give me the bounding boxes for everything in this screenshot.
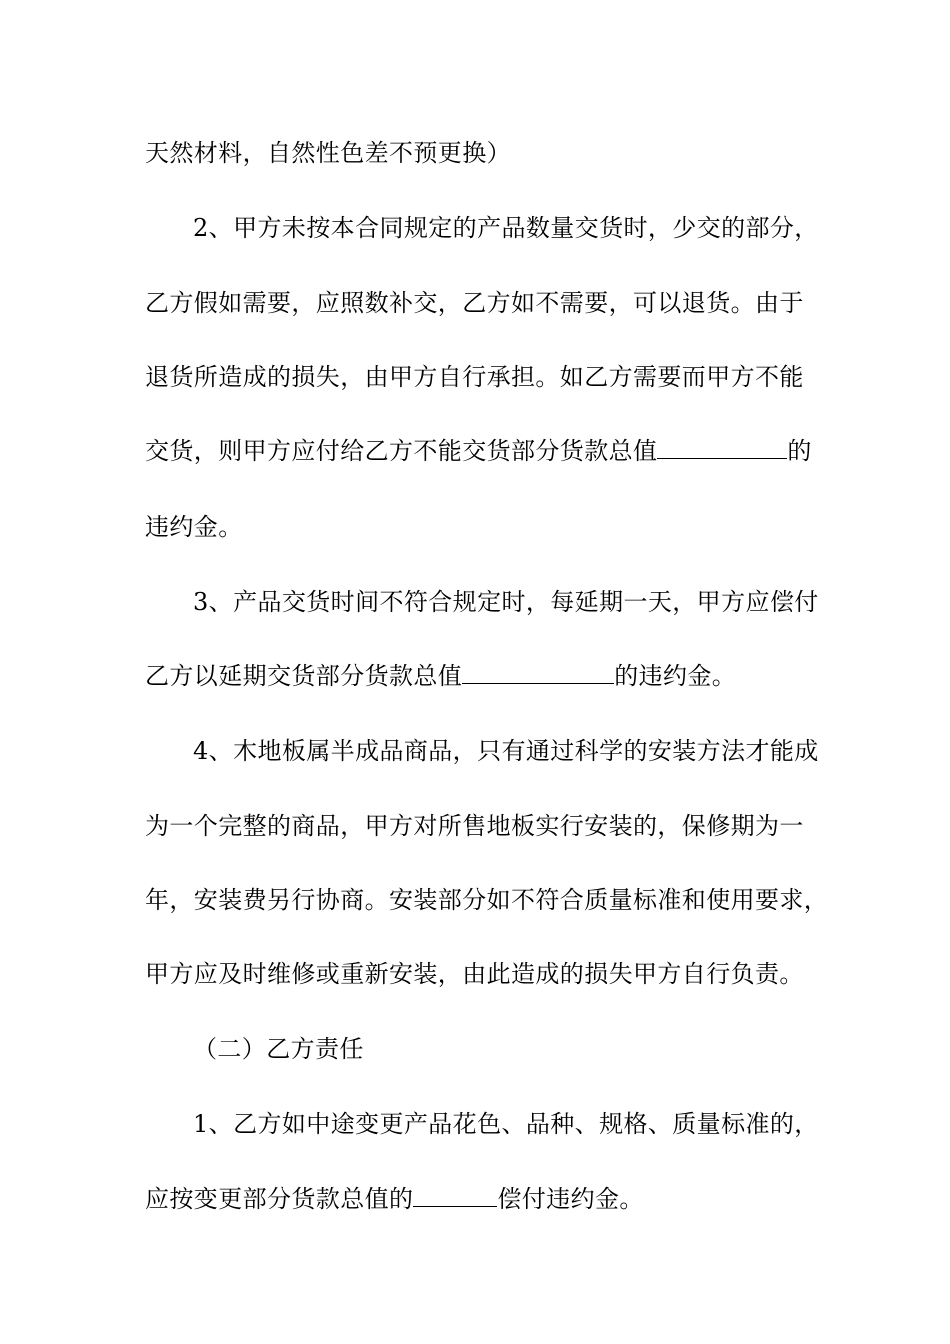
paragraph-5-line-1 bbox=[193, 1109, 873, 1139]
text-line bbox=[145, 811, 825, 841]
text-segment: 乙方假如需要，应照数补交，乙方如不需要，可以退货。由于 bbox=[145, 289, 804, 317]
text-segment: 1、乙方如中途变更产品花色、品种、规格、质量标准的， bbox=[193, 1110, 819, 1138]
section-heading bbox=[193, 1034, 873, 1064]
text-segment: 3、产品交货时间不符合规定时，每延期一天，甲方应偿付 bbox=[193, 588, 819, 616]
text-line bbox=[145, 512, 825, 542]
text-line bbox=[145, 661, 825, 691]
text-line bbox=[145, 288, 825, 318]
text-segment: 甲方应及时维修或重新安装，由此造成的损失甲方自行负责。 bbox=[145, 960, 804, 988]
text-segment: 的违约金。 bbox=[614, 662, 737, 690]
text-segment: 乙方以延期交货部分货款总值 bbox=[145, 662, 463, 690]
fill-in-blank bbox=[413, 1184, 497, 1207]
paragraph-2-line-1 bbox=[193, 213, 873, 243]
text-line bbox=[145, 1184, 825, 1214]
text-line bbox=[145, 436, 825, 466]
text-line bbox=[145, 138, 825, 168]
text-segment: 2、甲方未按本合同规定的产品数量交货时，少交的部分， bbox=[193, 214, 819, 242]
text-segment: 违约金。 bbox=[145, 513, 243, 541]
text-segment: 天然材料，自然性色差不预更换） bbox=[145, 139, 511, 167]
fill-in-blank bbox=[657, 436, 787, 459]
text-segment: 应按变更部分货款总值的 bbox=[145, 1185, 414, 1213]
text-line bbox=[145, 362, 825, 392]
fill-in-blank bbox=[462, 661, 614, 684]
text-segment: 退货所造成的损失，由甲方自行承担。如乙方需要而甲方不能 bbox=[145, 363, 804, 391]
text-segment: 为一个完整的商品，甲方对所售地板实行安装的，保修期为一 bbox=[145, 812, 804, 840]
text-line bbox=[145, 885, 829, 915]
text-segment: 偿付违约金。 bbox=[497, 1185, 644, 1213]
text-segment: （二）乙方责任 bbox=[193, 1035, 364, 1063]
paragraph-3-line-1 bbox=[193, 587, 873, 617]
text-segment: 年，安装费另行协商。安装部分如不符合质量标准和使用要求， bbox=[145, 886, 829, 914]
text-segment: 4、木地板属半成品商品，只有通过科学的安装方法才能成 bbox=[193, 737, 819, 765]
text-segment: 交货，则甲方应付给乙方不能交货部分货款总值 bbox=[145, 437, 658, 465]
paragraph-4-line-1 bbox=[193, 736, 873, 766]
text-line bbox=[145, 959, 825, 989]
text-segment: 的 bbox=[787, 437, 812, 465]
